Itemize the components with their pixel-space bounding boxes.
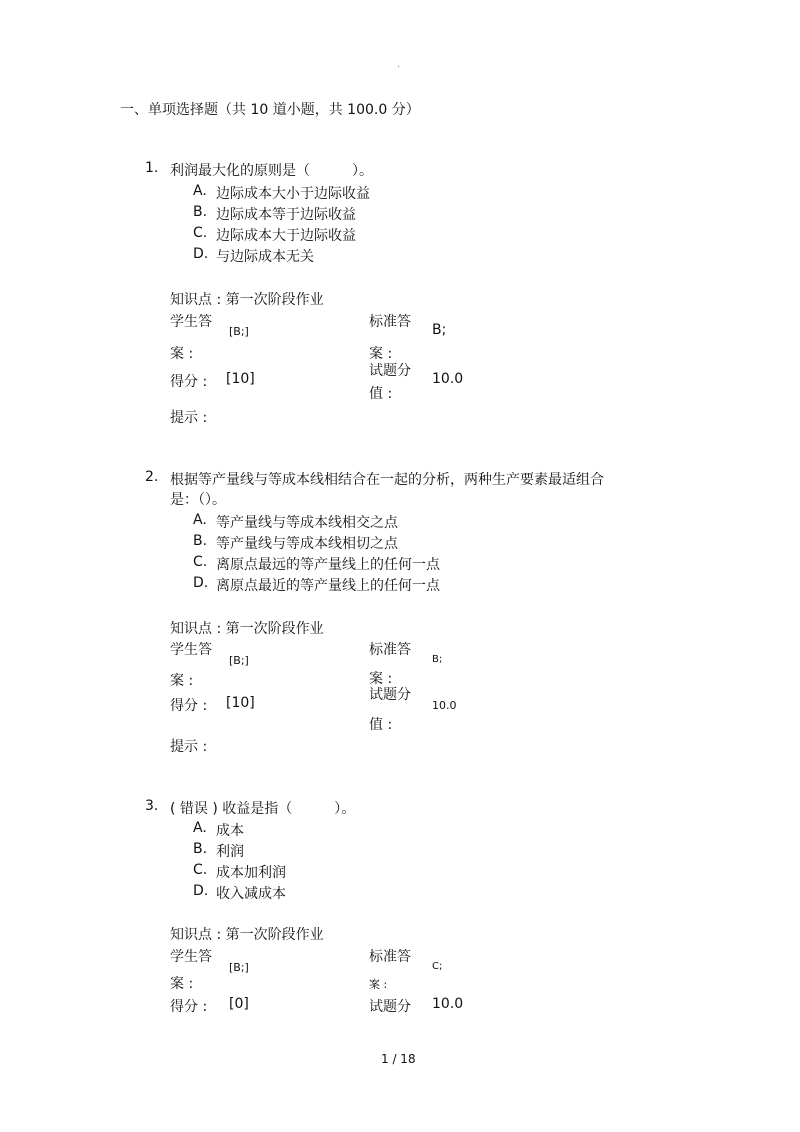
option-letter: C.: [193, 225, 208, 241]
standard-answer-label: 标准答: [369, 314, 411, 330]
option-letter: C.: [193, 554, 208, 570]
option-text: 离原点最远的等产量线上的任何一点: [216, 557, 440, 573]
question-text: 利润最大化的原则是（ ）。: [170, 163, 373, 179]
question-score-label-cont: 值 :: [369, 386, 393, 402]
question-text-cont: 是：（）。: [170, 492, 226, 508]
student-answer-label: 学生答: [170, 949, 212, 965]
option-letter: B.: [193, 204, 208, 220]
standard-answer-label-cont: 案 :: [369, 346, 393, 362]
score-label: 得分 :: [170, 698, 208, 714]
question-score-label-cont: 值 :: [369, 717, 393, 733]
knowledge-point: 知识点 : 第一次阶段作业: [170, 292, 324, 308]
score-value: [10]: [226, 371, 255, 387]
section-title: 一、单项选择题（共 10 道小题，共 100.0 分）: [120, 102, 420, 118]
option-text: 等产量线与等成本线相切之点: [216, 536, 398, 552]
option-letter: C.: [193, 862, 208, 878]
standard-answer-label: 标准答: [369, 949, 411, 965]
standard-answer-label-cont: 案 :: [369, 978, 388, 991]
score-value: [0]: [229, 996, 249, 1012]
option-letter: B.: [193, 533, 208, 549]
hint-label: 提示 :: [170, 410, 208, 426]
student-answer-label: 学生答: [170, 314, 212, 330]
knowledge-point: 知识点 : 第一次阶段作业: [170, 927, 324, 943]
question-number: 1.: [145, 160, 159, 176]
standard-answer-value: B;: [432, 654, 443, 665]
option-text: 与边际成本无关: [216, 249, 314, 265]
question-number: 3.: [145, 798, 159, 814]
question-text: ( 错误 ) 收益是指（ ）。: [170, 801, 356, 817]
question-score-value: 10.0: [432, 699, 457, 712]
question-score-label: 试题分: [369, 363, 411, 379]
question-score-value: 10.0: [432, 996, 464, 1012]
question-text: 根据等产量线与等成本线相结合在一起的分析，两种生产要素最适组合: [170, 472, 604, 488]
option-letter: B.: [193, 841, 208, 857]
standard-answer-label-cont: 案 :: [369, 671, 393, 687]
header-dot-mark: ·: [397, 62, 401, 73]
student-answer-label-cont: 案 :: [170, 673, 194, 689]
student-answer-label-cont: 案 :: [170, 346, 194, 362]
question-score-label: 试题分: [369, 687, 411, 703]
score-label: 得分 :: [170, 999, 208, 1015]
score-value: [10]: [226, 695, 255, 711]
option-text: 收入减成本: [216, 886, 286, 902]
option-text: 边际成本等于边际收益: [216, 207, 356, 223]
question-number: 2.: [145, 469, 159, 485]
option-letter: A.: [193, 512, 207, 528]
option-text: 利润: [216, 844, 244, 860]
student-answer-label: 学生答: [170, 642, 212, 658]
student-answer-label-cont: 案 :: [170, 976, 194, 992]
option-text: 边际成本大于边际收益: [216, 228, 356, 244]
option-text: 成本加利润: [216, 865, 286, 881]
option-letter: D.: [193, 883, 209, 899]
question-score-value: 10.0: [432, 371, 464, 387]
option-letter: A.: [193, 820, 207, 836]
option-text: 成本: [216, 823, 244, 839]
page-number: 1 / 18: [381, 1052, 416, 1066]
option-letter: A.: [193, 183, 207, 199]
student-answer-value: [B;]: [229, 961, 249, 974]
hint-label: 提示 :: [170, 739, 208, 755]
option-text: 边际成本大小于边际收益: [216, 186, 370, 202]
student-answer-value: [B;]: [229, 654, 249, 667]
option-text: 等产量线与等成本线相交之点: [216, 515, 398, 531]
student-answer-value: [B;]: [229, 325, 249, 338]
standard-answer-label: 标准答: [369, 642, 411, 658]
knowledge-point: 知识点 : 第一次阶段作业: [170, 621, 324, 637]
score-label: 得分 :: [170, 374, 208, 390]
standard-answer-value: C;: [432, 961, 443, 972]
standard-answer-value: B;: [432, 322, 447, 338]
option-letter: D.: [193, 575, 209, 591]
option-letter: D.: [193, 246, 209, 262]
option-text: 离原点最近的等产量线上的任何一点: [216, 578, 440, 594]
question-score-label: 试题分: [369, 999, 411, 1015]
